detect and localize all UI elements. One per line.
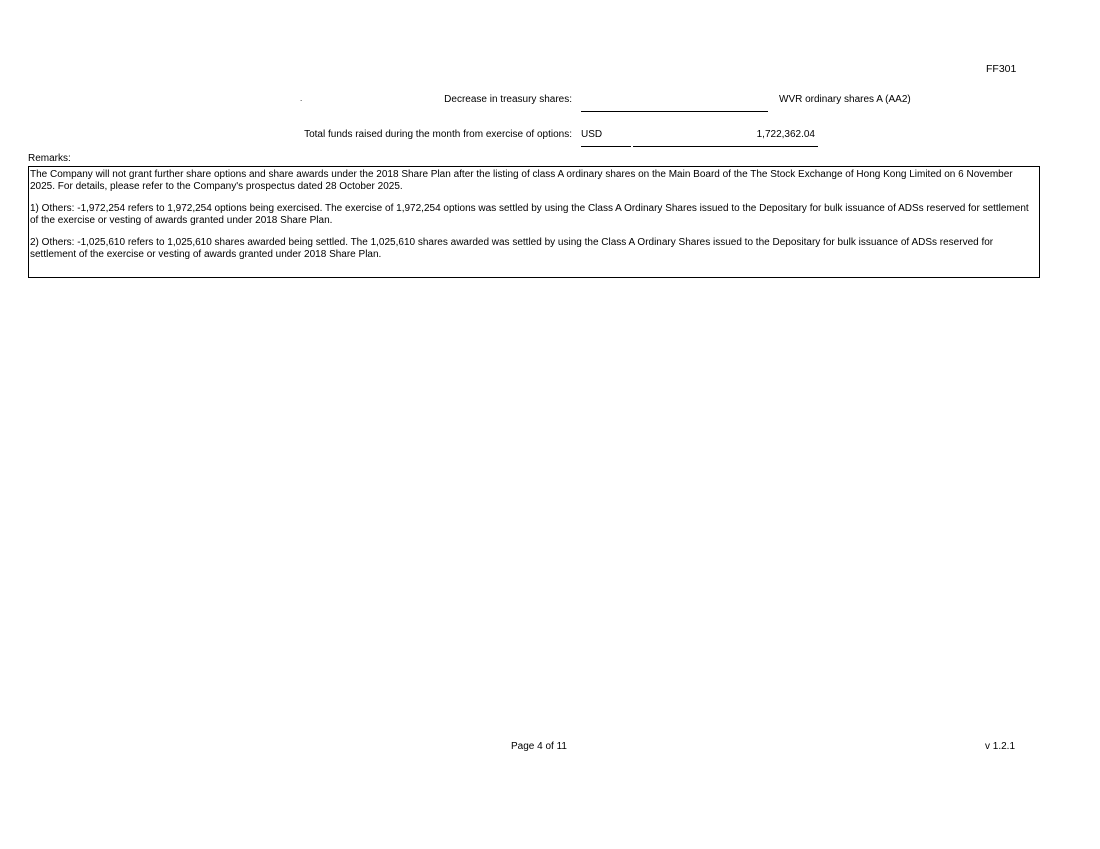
remarks-paragraph: The Company will not grant further share options and share awards under the 2018 Share Plan after the listing of class A ordinary shares on the Main Board of the The Stock Exchange of Hong Kong Limited on 6 November 2025. For details, please refer to the Company's prospectus dated 28 October 2025. — [30, 169, 1013, 192]
total-funds-amount: 1,722,362.04 — [756, 129, 815, 140]
version-label: v 1.2.1 — [985, 741, 1016, 752]
remarks-box — [28, 166, 1040, 278]
remarks-label: Remarks: — [28, 153, 71, 164]
decrease-treasury-label: Decrease in treasury shares: — [444, 94, 572, 105]
total-funds-currency: USD — [581, 129, 603, 140]
decrease-treasury-value-line — [581, 111, 768, 112]
page-number: Page 4 of 11 — [511, 741, 567, 752]
form-code: FF301 — [986, 63, 1017, 75]
total-funds-label: Total funds raised during the month from exercise of options: — [304, 129, 572, 140]
remarks-paragraph: 2) Others: -1,025,610 refers to 1,025,610 shares awarded being settled. The 1,025,610 shares awarded was settled by using the Class A Ordinary Shares issued to the Depositary for bulk issuance of ADSs reserved for settlement of the exercise or vesting of awards granted under 2018 Share Plan. — [30, 237, 994, 260]
decrease-treasury-share-class: WVR ordinary shares A (AA2) — [779, 94, 911, 105]
decorative-dot: . — [300, 94, 303, 103]
currency-underline — [581, 146, 631, 147]
remarks-paragraph: 1) Others: -1,972,254 refers to 1,972,254 options being exercised. The exercise of 1,972,254 options was settled by using the Class A Ordinary Shares issued to the Depositary for bulk issuance of ADSs reserved for settlement of the exercise or vesting of awards granted under 2018 Share Plan. — [30, 203, 1029, 226]
amount-underline — [633, 146, 818, 147]
